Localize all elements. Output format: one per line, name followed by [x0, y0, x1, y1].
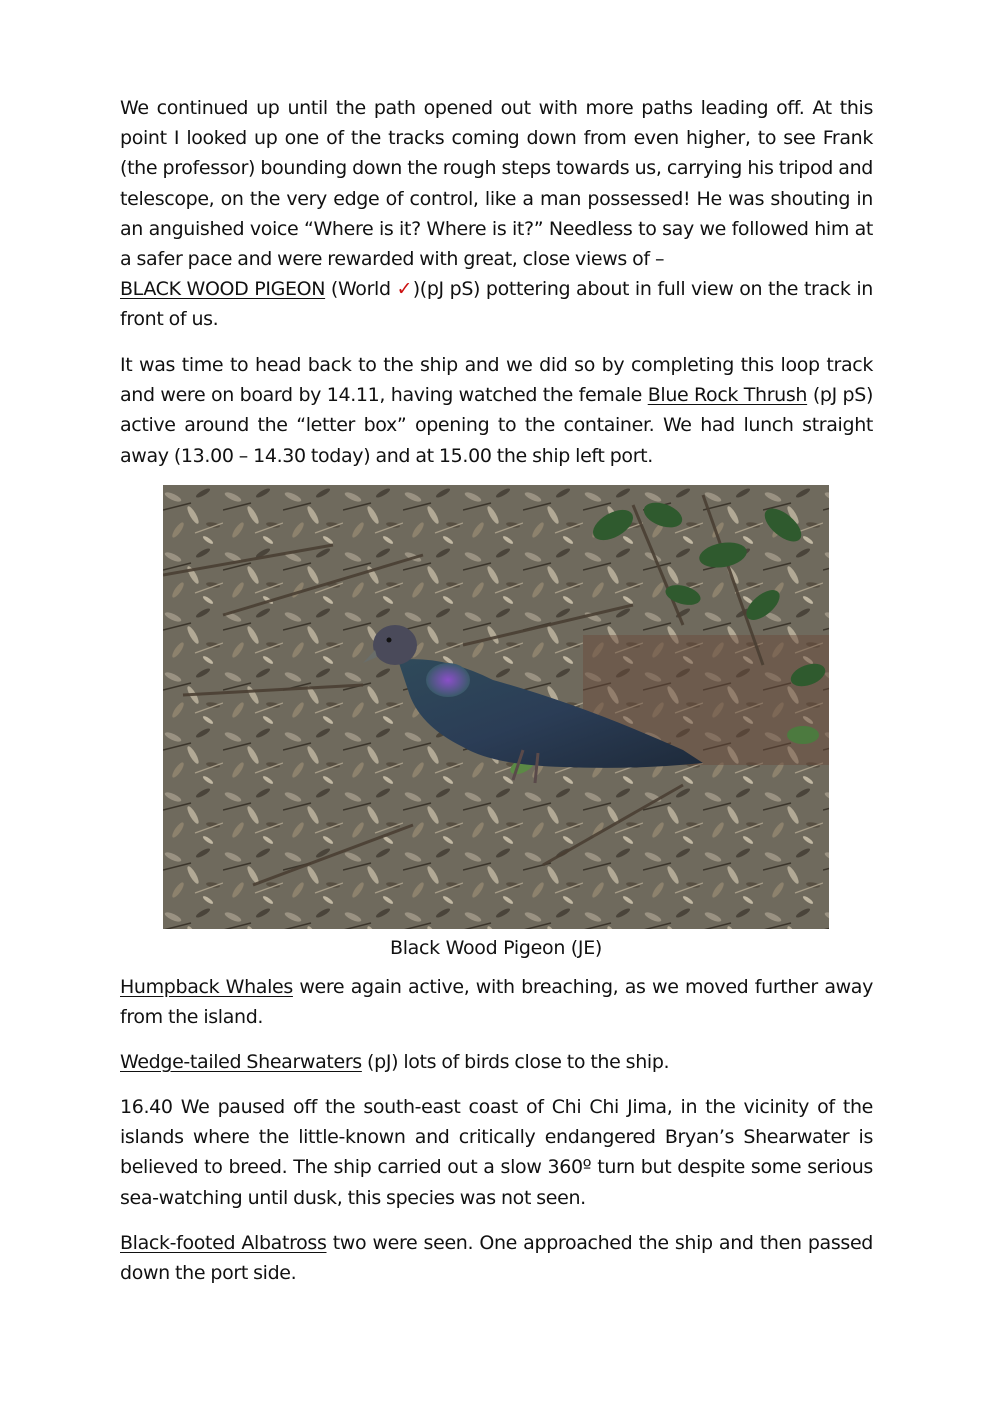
paragraph-text: two were seen. One approached the ship and then passed down the port side. [120, 1232, 873, 1285]
paragraph-black-footed-albatross [120, 1228, 873, 1288]
paragraph-text: (pJ pS) active around the “letter box” opening to the container. We had lunch straight away (13.00 – 14.30 today) and at 15.00 the ship left port. [120, 384, 874, 467]
black-wood-pigeon-photo-illustration [163, 485, 829, 929]
species-name-blue-rock-thrush: Blue Rock Thrush [647, 384, 808, 407]
paragraph-text: (World [325, 278, 397, 301]
species-name-black-wood-pigeon: BLACK WOOD PIGEON [120, 278, 326, 301]
paragraph-text: )(pJ pS) pottering about in full view on the track in front of us. [120, 278, 873, 331]
photo-caption: Black Wood Pigeon (JE) [389, 937, 603, 959]
species-name-wedge-tailed-shearwaters: Wedge-tailed Shearwaters [120, 1051, 362, 1073]
paragraph-text: 16.40 We paused off the south-east coast of Chi Chi Jima, in the vicinity of the islands where the little-known and critically endangered Bryan’s Shearwater is believed to breed. The ship carried out a slow 360º turn but despite some serious sea-watching until dusk, this species was not seen. [120, 1096, 873, 1209]
paragraph-text: It was time to head back to the ship and we did so by completing this loop track and were on board by 14.11, having watched the female [120, 354, 873, 407]
species-name-humpback-whales: Humpback Whales [120, 976, 293, 998]
paragraph-text: We continued up until the path opened out with more paths leading off. At this point I looked up one of the tracks coming down from even higher, to see Frank (the professor) bounding down the rough steps towards us, carrying his tripod and telescope, on the very edge of control, like a man possessed! He was shouting in an anguished voice “Where is it? Where is it?” Needless to say we followed him at a safer pace and were rewarded with great, close views of – [120, 97, 873, 271]
paragraph-black-wood-pigeon [120, 93, 873, 335]
bird-photo [163, 485, 829, 929]
paragraph-text: (pJ) lots of birds close to the ship. [361, 1051, 670, 1073]
paragraph-text: were again active, with breaching, as we moved further away from the island. [120, 976, 873, 1029]
checkmark-icon: ✓ [396, 278, 413, 301]
species-name-black-footed-albatross: Black-footed Albatross [120, 1232, 327, 1254]
paragraph-wedge-tailed-shearwaters [120, 1047, 873, 1077]
paragraph-chi-chi-jima [120, 1092, 873, 1213]
paragraph-return-to-ship [120, 350, 873, 471]
paragraph-humpback-whales [120, 972, 873, 1032]
